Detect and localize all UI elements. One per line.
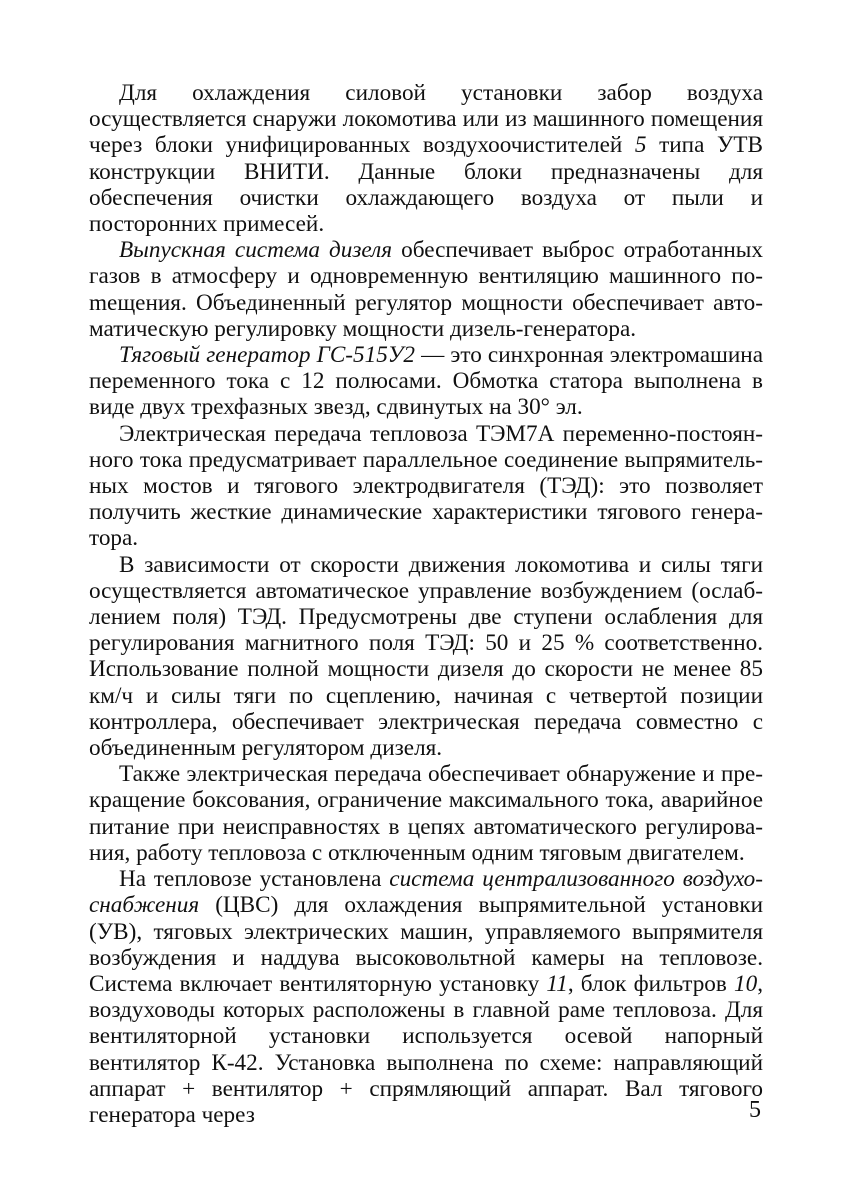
- italic-text: система централизованного воздухоснабжения: [89, 866, 763, 919]
- italic-text: Выпускная система дизеля: [119, 237, 393, 264]
- paragraph-3: [89, 342, 763, 421]
- text-run: Также электрическая передача обеспечивает обнаружение и прекращение боксования, ограничение максимального тока, аварийное питание при неисправностях в цепях автоматического регулирования, работу тепловоза с отключенным одним тяговым двигателем.: [89, 761, 763, 866]
- paragraph-5: [89, 552, 763, 762]
- paragraph-6: [89, 761, 763, 866]
- paragraph-4: [89, 421, 763, 552]
- italic-text: Тяговый генератор ГС-515У2: [119, 342, 415, 369]
- text-run: , воздуховоды которых расположены в главной раме тепловоза. Для вентиляторной установки используется осевой напорный вентилятор К-42. Установка выполнена по схеме: направляющий аппарат + вентилятор + спрямляющий аппарат. Вал тягового генератора через: [89, 970, 763, 1128]
- page-body: [89, 80, 763, 1128]
- page-number: 5: [749, 1097, 761, 1123]
- italic-text: 10: [734, 970, 758, 997]
- text-run: типа УТВ конструкции ВНИТИ. Данные блоки предназначены для обеспечения очистки охлаждающего воздуха от пыли и посторонних примесей.: [89, 132, 763, 238]
- paragraph-7: [89, 866, 763, 1128]
- text-run: Электрическая передача тепловоза ТЭМ7А переменно-постоянного тока предусматривает параллельное соединение выпрямительных мостов и тягового электродвигателя (ТЭД): это позволяет получить жесткие динамические характеристики тягового генератора.: [89, 420, 763, 552]
- text-run: На тепловозе установлена: [119, 866, 390, 893]
- text-run: , блок фильтров: [567, 970, 735, 997]
- paragraph-2: [89, 237, 763, 342]
- italic-text: 11: [546, 970, 568, 997]
- text-run: — это синхронная электромашина переменного тока с 12 полюсами. Обмотка статора выполнена в виде двух трехфазных звезд, сдвинутых на 30° эл.: [89, 342, 763, 421]
- text-run: Для охлаждения силовой установки забор воздуха осуществляется снаружи локомотива или из машинного помещения через блоки унифицированных воздухоочистителей: [89, 80, 763, 159]
- italic-text: 5: [634, 132, 647, 159]
- text-run: обеспечивает выброс отработанных газов в атмосферу и одновременную вентиляцию машинного поmещения. Объединенный регулятор мощности обеспечивает автоматическую регулировку мощности дизель-генератора.: [89, 237, 763, 342]
- text-run: В зависимости от скорости движения локомотива и силы тяги осуществляется автоматическое управление возбуждением (ослаблением поля) ТЭД. Предусмотрены две ступени ослабления для регулирования магнитного поля ТЭД: 50 и 25 % соответственно. Использование полной мощности дизеля до скорости не менее 85 км/ч и силы тяги по сцеплению, начиная с четвертой позиции контроллера, обеспечивает электрическая передача совместно с объединенным регулятором дизеля.: [89, 551, 763, 762]
- text-run: (ЦВС) для охлаждения выпрямительной установки (УВ), тяговых электрических машин, управляемого выпрямителя возбуждения и наддува высоковольтной камеры на тепловозе. Система включает вентиляторную установку: [89, 892, 763, 997]
- paragraph-1: [89, 80, 763, 237]
